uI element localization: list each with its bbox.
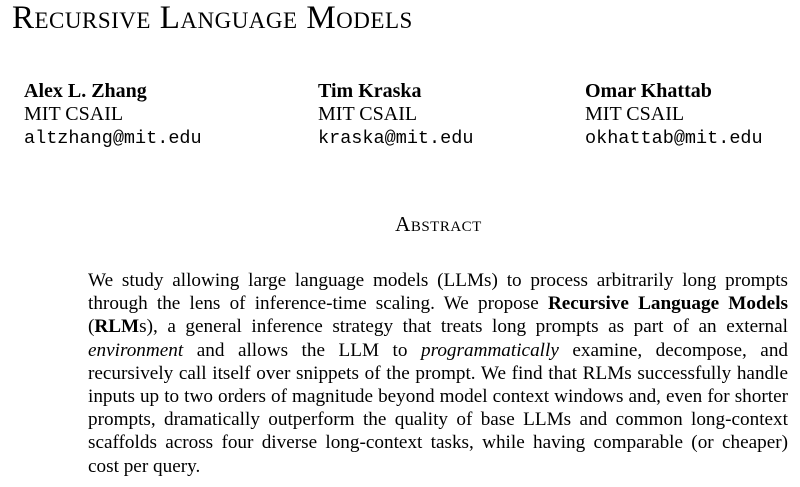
abstract-segment: ( [88,316,95,338]
author-name: Tim Kraska [318,80,422,102]
author-block [24,80,202,151]
abstract-text [88,269,788,478]
author-email: kraska@mit.edu [318,128,474,149]
author-name: Alex L. Zhang [24,80,147,102]
author-affiliation: MIT CSAIL [318,103,418,125]
abstract-segment: examine, decompose, and recursively call itself over snippets of the prompt. We find that RLMs successfully handle inputs up to two orders of magnitude beyond model context windows and, even for shorter prompts, dramatically outperform the quality of base LLMs and common long-context scaffolds across four diverse long-context tasks, while having comparable (or cheaper) cost per query. [88,339,789,477]
abstract-segment: and allows the LLM to [183,339,421,361]
abstract-segment: s), a general inference strategy that treats long prompts as part of an external [139,316,788,338]
author-email: altzhang@mit.edu [24,128,202,149]
author-affiliation: MIT CSAIL [585,103,685,125]
paper-title: Recursive Language Models [12,0,413,36]
author-email: okhattab@mit.edu [585,128,763,149]
abstract-italic: programmatically [420,339,559,361]
author-name: Omar Khattab [585,80,712,102]
abstract-bold: RLM [94,316,140,338]
author-block [585,80,763,151]
abstract-segment: We study allowing large language models (LLMs) to process arbitrarily long prompts through the lens of inference-time scaling. We propose [88,270,788,315]
author-block [318,80,473,151]
abstract-bold: Recursive Language Models [547,293,788,315]
author-affiliation: MIT CSAIL [24,103,124,125]
abstract-italic: environment [88,339,184,361]
abstract-heading: Abstract [395,212,482,236]
